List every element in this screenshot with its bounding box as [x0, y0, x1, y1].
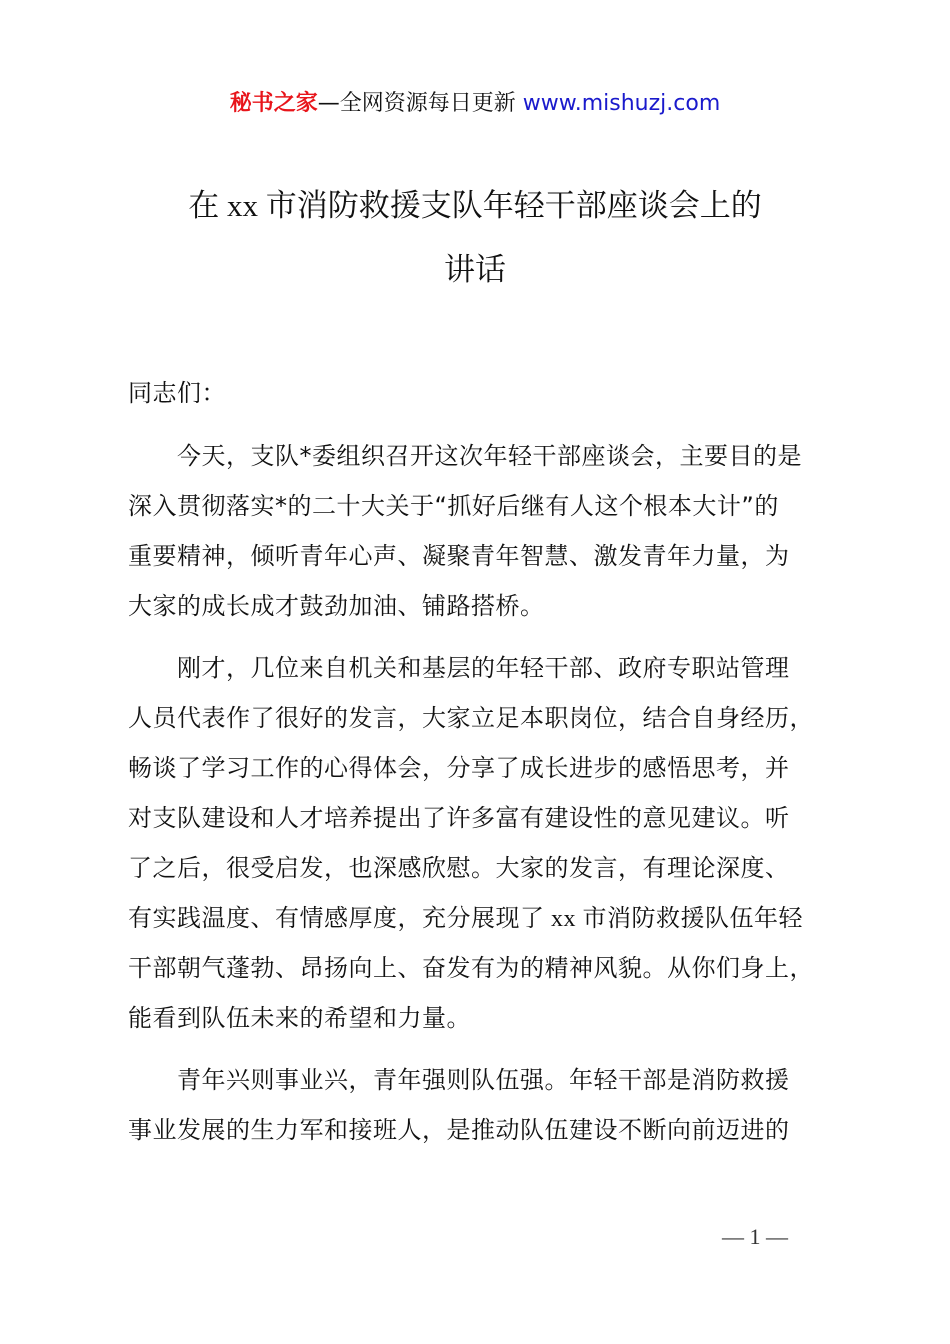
salutation: 同志们：: [128, 379, 226, 407]
paragraph-1-line: 大家的成长成才鼓劲加油、铺路搭桥。: [128, 592, 545, 620]
paragraph-2-line: 人员代表作了很好的发言，大家立足本职岗位，结合自身经历，: [128, 704, 814, 732]
paragraph-2-line: 对支队建设和人才培养提出了许多富有建设性的意见建议。听: [128, 804, 790, 832]
paragraph-1-line: 今天，支队*委组织召开这次年轻干部座谈会，主要目的是: [177, 442, 802, 470]
page-number: — 1 —: [722, 1224, 788, 1249]
title-rest: 市消防救援支队年轻干部座谈会上的: [265, 188, 762, 224]
line-text: 市消防救援队伍年轻: [582, 904, 803, 932]
title-placeholder-xx: xx: [219, 188, 266, 223]
paragraph-2-line: 刚才，几位来自机关和基层的年轻干部、政府专职站管理: [177, 654, 790, 682]
title-prefix: 在: [188, 188, 220, 224]
paragraph-2-line: 干部朝气蓬勃、昂扬向上、奋发有为的精神风貌。从你们身上，: [128, 954, 814, 982]
document-title-line-2: 讲话: [444, 252, 506, 288]
paragraph-2-line: 了之后，很受启发，也深感欣慰。大家的发言，有理论深度、: [128, 854, 790, 882]
brand-name: 秘书之家: [229, 91, 318, 116]
site-url-link[interactable]: www.mishuzj.com: [522, 91, 721, 116]
banner-slogan: —全网资源每日更新: [317, 91, 523, 116]
paragraph-3-line: 青年兴则事业兴，青年强则队伍强。年轻干部是消防救援: [177, 1066, 790, 1094]
document-title-line-1: [0, 186, 950, 226]
placeholder-xx: xx: [544, 906, 583, 932]
site-banner: [0, 88, 950, 120]
line-text: 有实践温度、有情感厚度，充分展现了: [128, 904, 545, 932]
paragraph-2-line: 能看到队伍未来的希望和力量。: [128, 1004, 471, 1032]
paragraph-2-line: 畅谈了学习工作的心得体会，分享了成长进步的感悟思考，并: [128, 754, 790, 782]
paragraph-1-line: 重要精神，倾听青年心声、凝聚青年智慧、激发青年力量，为: [128, 542, 790, 570]
paragraph-2-line: [128, 902, 803, 935]
paragraph-1-line: 深入贯彻落实*的二十大关于“抓好后继有人这个根本大计”的: [128, 492, 779, 520]
paragraph-3-line: 事业发展的生力军和接班人，是推动队伍建设不断向前迈进的: [128, 1116, 790, 1144]
